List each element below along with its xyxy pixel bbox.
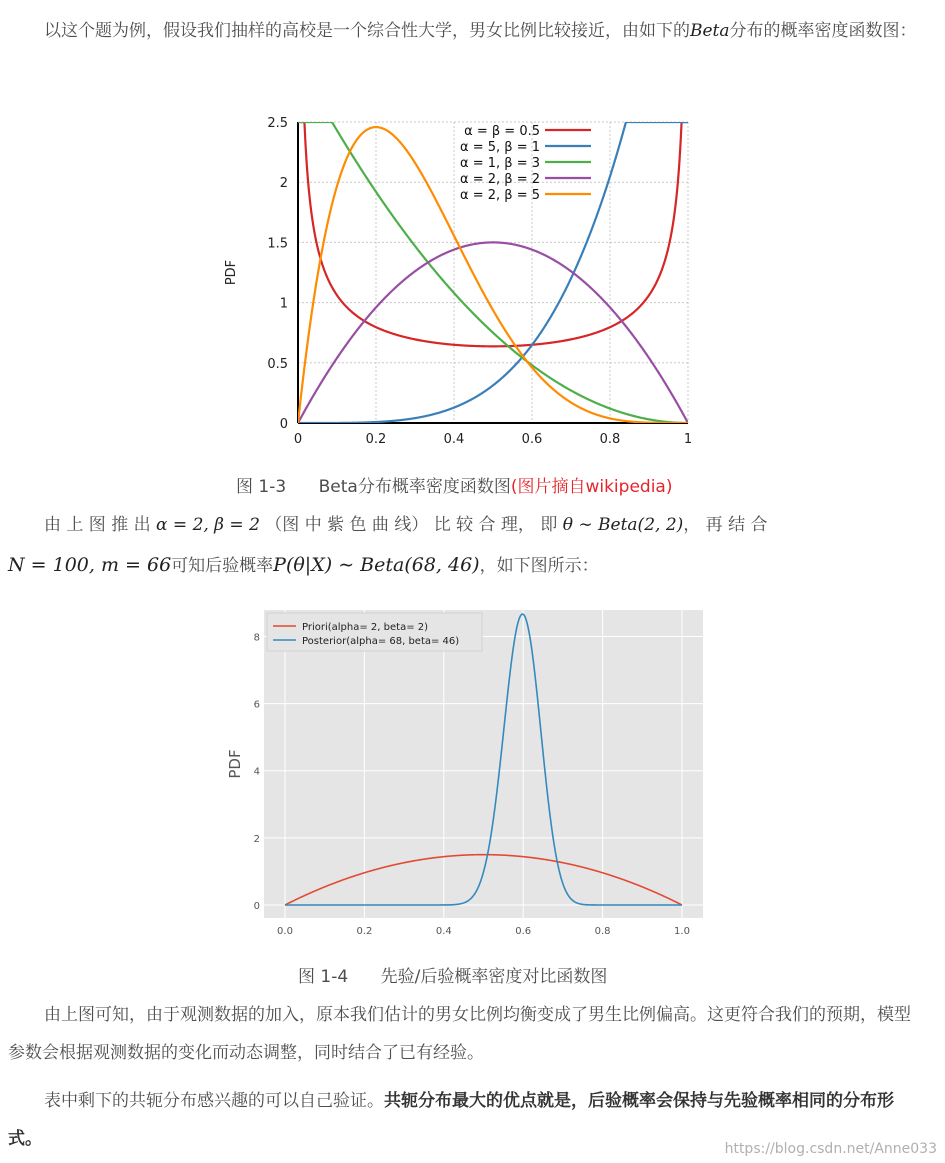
math-alpha-beta: α = 2, β = 2 [156,515,260,535]
derivation-text-1: 由 上 图 推 出 [44,515,157,535]
y-tick-label: 1.5 [267,236,288,252]
y-axis-label: PDF [226,749,244,779]
x-tick-label: 0 [293,432,303,447]
y-tick-label: 4 [253,766,260,778]
legend-label: Priori(alpha= 2, beta= 2) [302,622,429,633]
y-tick-label: 0.5 [267,356,288,372]
y-tick-label: 1 [279,296,288,312]
x-tick-label: 0.4 [435,926,452,937]
figure-1-source: (图片摘自wikipedia) [510,477,673,497]
derivation-text-3: ， 再 结 合 [683,515,768,535]
legend-label: α = 5, β = 1 [460,140,540,155]
legend-label: Posterior(alpha= 68, beta= 46) [302,636,460,647]
legend-label: α = β = 0.5 [464,124,540,139]
x-tick-label: 0.8 [599,432,621,447]
beta-pdf-chart [215,110,710,455]
derivation-text-4: 可知后验概率 [171,556,274,576]
y-tick-label: 2 [279,176,288,192]
intro-text-end: 分布的概率密度函数图： [729,21,917,41]
paragraph-conclusion: 由上图可知，由于观测数据的加入，原本我们估计的男女比例均衡变成了男生比例偏高。这更符合我们的预期，模型参数会根据观测数据的变化而动态调整，同时结合了已有经验。 [8,1005,911,1063]
y-tick-label: 2 [253,833,260,845]
paragraph-intro [8,12,926,50]
figure-2-title: 先验/后验概率密度对比函数图 [380,967,608,987]
y-tick-label: 0 [279,417,288,432]
x-tick-label: 1 [683,432,693,447]
x-tick-label: 0.6 [515,926,532,937]
x-tick-label: 0.2 [365,432,387,447]
math-theta-beta: θ ∼ Beta(2, 2) [562,515,684,535]
conjugate-bold-text: 共轭分布最大的优点就是，后验概率会保持与先验概率相同的分布形式。 [8,1091,894,1149]
x-tick-label: 0.2 [356,926,373,937]
legend-label: α = 2, β = 2 [460,172,540,187]
y-tick-label: 2.5 [267,116,288,131]
prior-posterior-chart [222,605,712,950]
derivation-text-5: ，如下图所示： [479,556,599,576]
x-tick-label: 0.4 [443,432,465,447]
math-posterior: P(θ|X) ∼ Beta(68, 46) [273,554,480,576]
paragraph-derivation [8,505,926,586]
x-tick-label: 0.8 [594,926,611,937]
math-n-m: N = 100, m = 66 [8,554,172,576]
y-tick-label: 6 [253,699,260,711]
figure-1-number: 图 1-3 [236,477,287,497]
figure-1-caption [236,472,672,497]
y-tick-label: 0 [253,901,260,912]
y-tick-label: 8 [253,632,260,644]
derivation-text-2: （图 中 紫 色 曲 线） 比 较 合 理， 即 [259,515,563,535]
legend-label: α = 2, β = 5 [460,188,540,203]
math-beta: Beta [690,21,730,41]
x-tick-label: 0.0 [277,926,293,937]
watermark: https://blog.csdn.net/Anne033 [724,1141,937,1157]
intro-text: 以这个题为例，假设我们抽样的高校是一个综合性大学，男女比例比较接近，由如下的 [44,21,690,41]
legend-label: α = 1, β = 3 [460,156,540,171]
y-axis-label: PDF [224,259,239,286]
x-tick-label: 1.0 [674,926,690,937]
figure-2-caption [298,962,607,987]
figure-2-number: 图 1-4 [298,967,349,987]
x-tick-label: 0.6 [521,432,543,447]
figure-1-title: Beta分布概率密度函数图 [318,477,511,497]
conjugate-text: 表中剩下的共轭分布感兴趣的可以自己验证。 [44,1091,384,1111]
